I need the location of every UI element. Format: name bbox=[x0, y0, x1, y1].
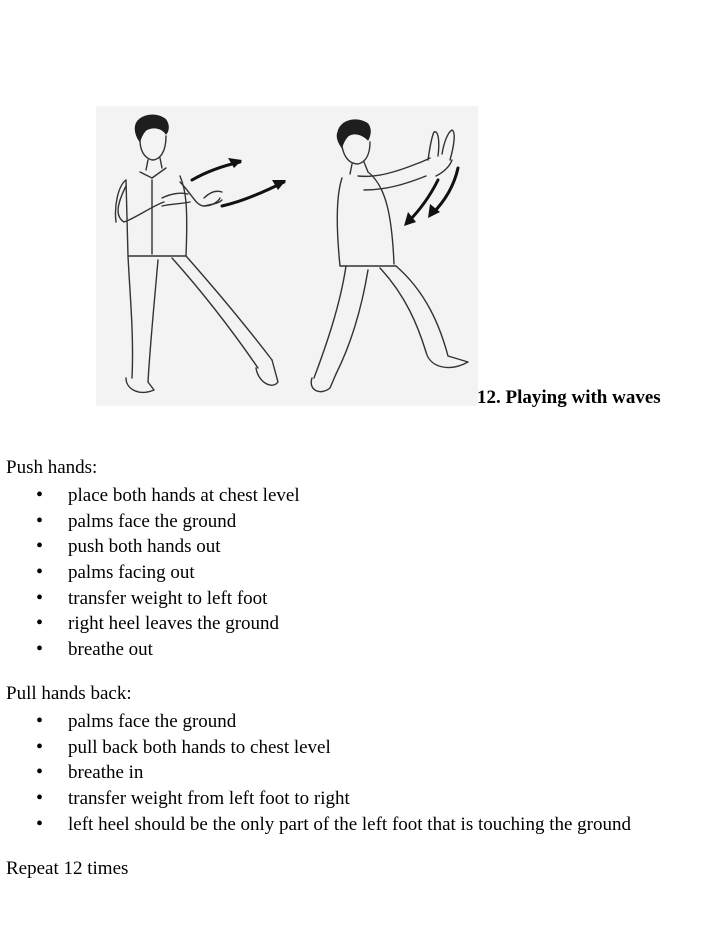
list-item: • transfer weight from left foot to right bbox=[0, 786, 631, 812]
list-item: • palms facing out bbox=[0, 560, 300, 586]
list-item: • palms face the ground bbox=[0, 709, 631, 735]
list-item: • breathe out bbox=[0, 637, 300, 663]
push-hands-heading: Push hands: bbox=[6, 457, 98, 478]
figure-title: 12. Playing with waves bbox=[477, 387, 661, 408]
list-item: • left heel should be the only part of the left foot that is touching the ground bbox=[0, 812, 631, 838]
list-item: • palms face the ground bbox=[0, 509, 300, 535]
list-item: • pull back both hands to chest level bbox=[0, 735, 631, 761]
repeat-instruction: Repeat 12 times bbox=[6, 858, 129, 879]
list-item: • breathe in bbox=[0, 760, 631, 786]
list-item: • transfer weight to left foot bbox=[0, 586, 300, 612]
list-item: • place both hands at chest level bbox=[0, 483, 300, 509]
pull-hands-heading: Pull hands back: bbox=[6, 683, 132, 704]
figure-pull-pose bbox=[115, 115, 286, 392]
figure-push-pose bbox=[311, 120, 468, 392]
list-item: • push both hands out bbox=[0, 534, 300, 560]
list-item: • right heel leaves the ground bbox=[0, 611, 300, 637]
pull-hands-steps bbox=[0, 709, 631, 837]
push-hands-steps bbox=[0, 483, 300, 663]
exercise-illustration bbox=[96, 106, 478, 406]
